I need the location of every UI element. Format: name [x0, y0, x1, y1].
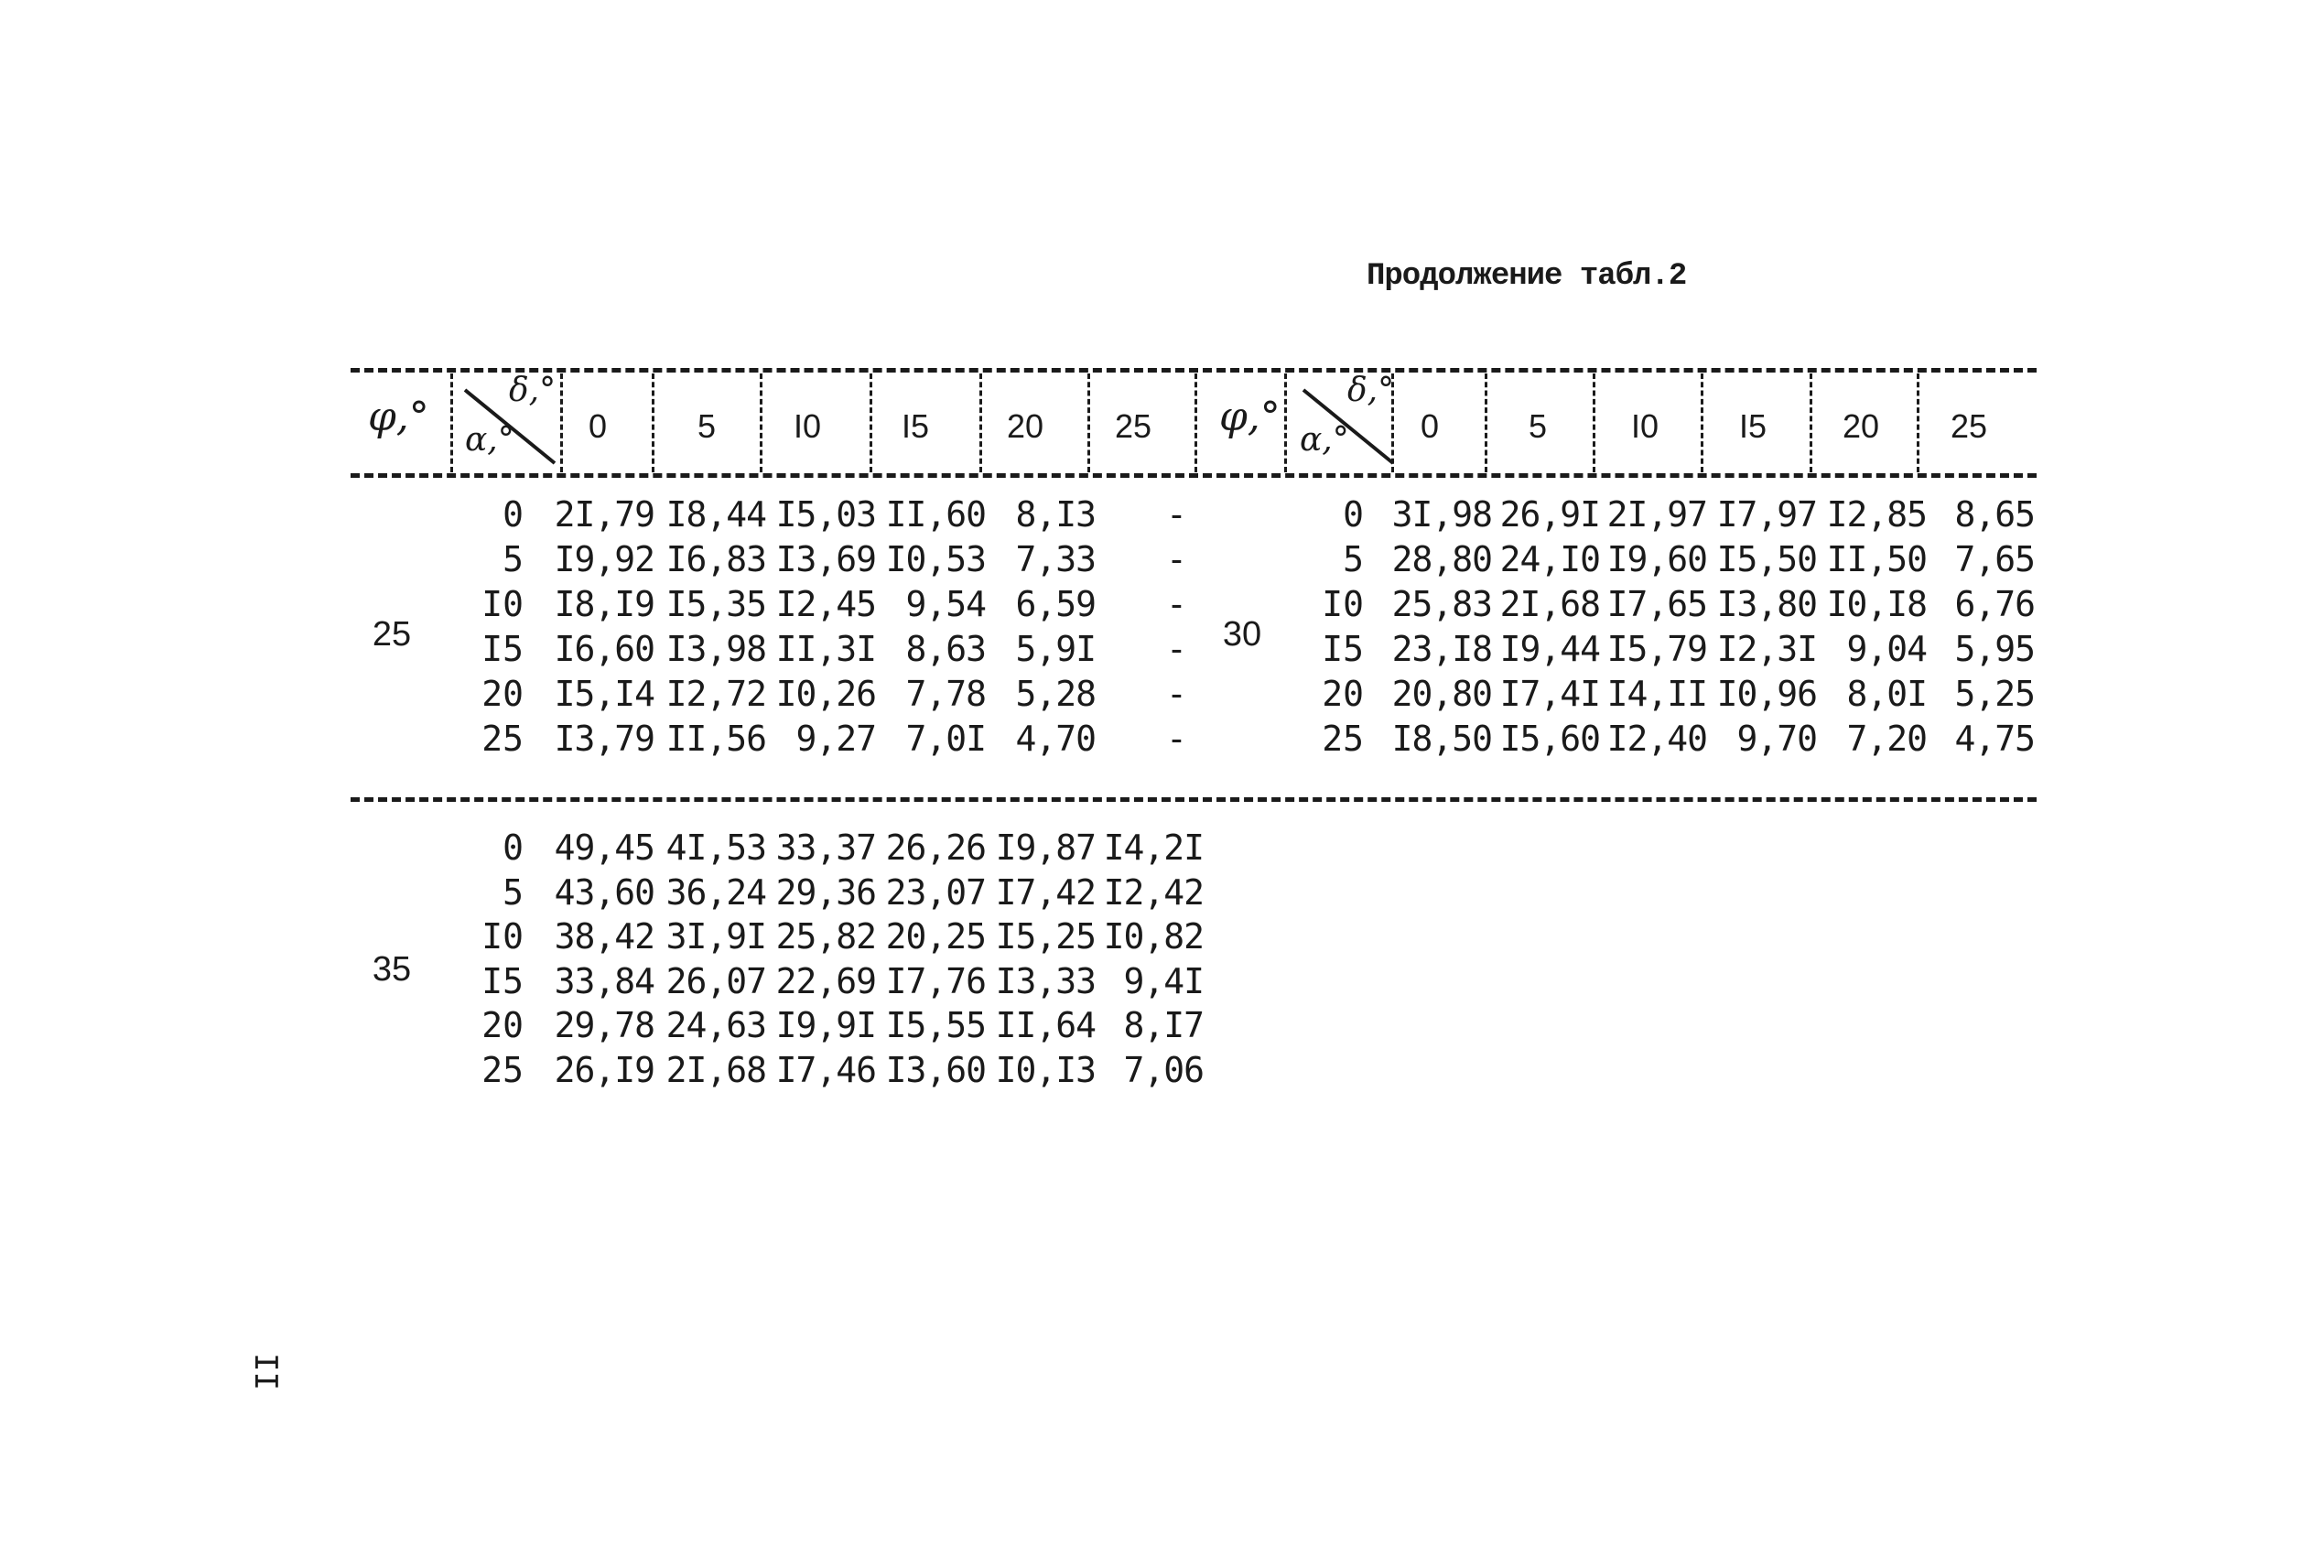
- header-column-separator: [1194, 373, 1197, 472]
- table-cell: I9,87: [995, 827, 1096, 868]
- table-cell: I9,92: [554, 539, 654, 579]
- col-header-right-20: 20: [1842, 407, 1880, 445]
- table-cell: 23,07: [885, 871, 986, 913]
- table-cell: I2,42: [1103, 871, 1204, 913]
- table-cell: 2I,68: [665, 1049, 766, 1090]
- table-cell: I2,72: [665, 674, 766, 714]
- diagonal-header-left: [452, 372, 560, 470]
- alpha-label-left: α,°: [465, 421, 514, 459]
- col-header-right-5: 5: [1528, 407, 1548, 445]
- table-cell: 8,0I: [1846, 674, 1927, 714]
- col-header-left-20: 20: [1006, 407, 1044, 445]
- alpha-value: 25: [1322, 719, 1364, 759]
- table-cell: 7,78: [905, 674, 986, 714]
- table-cell: -: [1166, 539, 1186, 579]
- table-cell: I7,42: [995, 871, 1096, 913]
- col-header-right-15: I5: [1738, 407, 1767, 445]
- table-cell: I5,I4: [554, 674, 654, 714]
- table-cell: -: [1166, 494, 1186, 535]
- alpha-value: I5: [481, 629, 524, 669]
- col-header-left-10: I0: [793, 407, 822, 445]
- table-cell: 26,07: [665, 960, 766, 1001]
- table-cell: I5,50: [1716, 539, 1817, 579]
- table-cell: I0,82: [1103, 916, 1204, 957]
- table-cell: II,3I: [775, 629, 876, 669]
- table-cell: 36,24: [665, 871, 766, 913]
- table-cell: -: [1166, 719, 1186, 759]
- alpha-value: I0: [1322, 584, 1364, 624]
- table-cell: 24,63: [665, 1005, 766, 1045]
- table-cell: 26,26: [885, 827, 986, 868]
- table-cell: 43,60: [554, 871, 654, 913]
- table-cell: -: [1166, 674, 1186, 714]
- col-header-left-15: I5: [901, 407, 930, 445]
- header-column-separator: [1284, 373, 1287, 472]
- table-cell: 4,75: [1954, 719, 2035, 759]
- table-cell: 7,33: [1015, 539, 1096, 579]
- table-cell: I0,I3: [995, 1049, 1096, 1090]
- table-cell: I5,60: [1499, 719, 1600, 759]
- table-cell: I0,I8: [1826, 584, 1927, 624]
- phi-value: 25: [372, 615, 412, 654]
- table-cell: 25,82: [775, 916, 876, 957]
- block-separator-rule: [351, 797, 2037, 802]
- table-cell: 8,63: [905, 629, 986, 669]
- alpha-value: 20: [481, 1005, 524, 1045]
- table-cell: I6,60: [554, 629, 654, 669]
- table-cell: I9,60: [1606, 539, 1707, 579]
- table-cell: I5,03: [775, 494, 876, 535]
- table-cell: 3I,98: [1391, 494, 1492, 535]
- header-bottom-rule: [351, 473, 2037, 478]
- table-cell: 2I,68: [1499, 584, 1600, 624]
- table-cell: 6,59: [1015, 584, 1096, 624]
- alpha-value: 25: [481, 1049, 524, 1090]
- alpha-value: 0: [1343, 494, 1364, 535]
- table-cell: 9,70: [1736, 719, 1817, 759]
- table-cell: I3,69: [775, 539, 876, 579]
- alpha-value: 20: [1322, 674, 1364, 714]
- table-cell: 26,9I: [1499, 494, 1600, 535]
- table-cell: II,60: [885, 494, 986, 535]
- table-cell: 25,83: [1391, 584, 1492, 624]
- table-cell: 9,4I: [1123, 960, 1204, 1001]
- alpha-value: I5: [1322, 629, 1364, 669]
- col-header-left-5: 5: [697, 407, 717, 445]
- table-top-rule: [351, 368, 2037, 373]
- table-caption: Продолжение табл.2: [1367, 259, 1687, 294]
- delta-label-left: δ,°: [509, 372, 557, 409]
- table-cell: I9,9I: [775, 1005, 876, 1045]
- table-cell: 2I,97: [1606, 494, 1707, 535]
- phi-header-left: φ,°: [368, 394, 429, 440]
- table-cell: 20,25: [885, 916, 986, 957]
- col-header-right-25: 25: [1950, 407, 1988, 445]
- phi-value: 35: [372, 950, 412, 989]
- table-cell: 9,27: [795, 719, 876, 759]
- col-header-right-0: 0: [1420, 407, 1440, 445]
- table-cell: 9,54: [905, 584, 986, 624]
- table-cell: 38,42: [554, 916, 654, 957]
- table-cell: 5,95: [1954, 629, 2035, 669]
- table-cell: I3,79: [554, 719, 654, 759]
- table-cell: I5,35: [665, 584, 766, 624]
- table-cell: 33,84: [554, 960, 654, 1001]
- phi-value: 30: [1222, 615, 1262, 654]
- table-cell: I9,44: [1499, 629, 1600, 669]
- table-cell: I0,96: [1716, 674, 1817, 714]
- table-cell: 2I,79: [554, 494, 654, 535]
- table-cell: 49,45: [554, 827, 654, 868]
- table-cell: I7,46: [775, 1049, 876, 1090]
- alpha-label-right: α,°: [1300, 421, 1349, 459]
- table-cell: I5,79: [1606, 629, 1707, 669]
- alpha-value: 0: [503, 494, 524, 535]
- table-cell: 9,04: [1846, 629, 1927, 669]
- table-cell: 5,28: [1015, 674, 1096, 714]
- table-cell: 33,37: [775, 827, 876, 868]
- table-cell: I8,I9: [554, 584, 654, 624]
- table-cell: -: [1166, 629, 1186, 669]
- table-cell: 4,70: [1015, 719, 1096, 759]
- table-cell: 5,9I: [1015, 629, 1096, 669]
- header-column-separator: [652, 373, 654, 472]
- table-cell: II,50: [1826, 539, 1927, 579]
- col-header-left-0: 0: [588, 407, 608, 445]
- table-cell: 23,I8: [1391, 629, 1492, 669]
- table-cell: I2,85: [1826, 494, 1927, 535]
- table-cell: 6,76: [1954, 584, 2035, 624]
- table-cell: I8,50: [1391, 719, 1492, 759]
- table-cell: I5,25: [995, 916, 1096, 957]
- table-cell: I3,98: [665, 629, 766, 669]
- table-cell: 22,69: [775, 960, 876, 1001]
- alpha-value: 5: [503, 871, 524, 913]
- table-cell: 5,25: [1954, 674, 2035, 714]
- phi-header-right: φ,°: [1219, 394, 1281, 440]
- table-cell: I7,65: [1606, 584, 1707, 624]
- alpha-value: 0: [503, 827, 524, 868]
- delta-label-right: δ,°: [1347, 372, 1395, 409]
- table-cell: I0,53: [885, 539, 986, 579]
- table-cell: I4,2I: [1103, 827, 1204, 868]
- table-cell: 7,06: [1123, 1049, 1204, 1090]
- table-cell: 28,80: [1391, 539, 1492, 579]
- table-cell: 3I,9I: [665, 916, 766, 957]
- col-header-right-10: I0: [1630, 407, 1659, 445]
- table-cell: I6,83: [665, 539, 766, 579]
- alpha-value: 5: [1343, 539, 1364, 579]
- table-cell: -: [1166, 584, 1186, 624]
- table-cell: II,64: [995, 1005, 1096, 1045]
- table-cell: 4I,53: [665, 827, 766, 868]
- table-cell: I2,40: [1606, 719, 1707, 759]
- table-cell: I7,97: [1716, 494, 1817, 535]
- alpha-value: 25: [481, 719, 524, 759]
- page-number: II: [247, 1353, 284, 1390]
- col-header-left-25: 25: [1114, 407, 1152, 445]
- table-cell: 29,78: [554, 1005, 654, 1045]
- table-cell: I3,80: [1716, 584, 1817, 624]
- table-cell: I2,3I: [1716, 629, 1817, 669]
- table-cell: 7,65: [1954, 539, 2035, 579]
- alpha-value: 20: [481, 674, 524, 714]
- table-cell: 29,36: [775, 871, 876, 913]
- alpha-value: I0: [481, 916, 524, 957]
- alpha-value: I0: [481, 584, 524, 624]
- table-cell: I4,II: [1606, 674, 1707, 714]
- table-cell: 8,I7: [1123, 1005, 1204, 1045]
- table-cell: I8,44: [665, 494, 766, 535]
- table-cell: 24,I0: [1499, 539, 1600, 579]
- table-cell: 7,20: [1846, 719, 1927, 759]
- table-cell: I0,26: [775, 674, 876, 714]
- table-cell: 7,0I: [905, 719, 986, 759]
- alpha-value: 5: [503, 539, 524, 579]
- table-cell: I7,4I: [1499, 674, 1600, 714]
- table-cell: I3,60: [885, 1049, 986, 1090]
- table-cell: 8,I3: [1015, 494, 1096, 535]
- table-cell: 8,65: [1954, 494, 2035, 535]
- table-cell: I2,45: [775, 584, 876, 624]
- table-cell: 20,80: [1391, 674, 1492, 714]
- alpha-value: I5: [481, 960, 524, 1001]
- table-cell: I5,55: [885, 1005, 986, 1045]
- table-cell: I3,33: [995, 960, 1096, 1001]
- table-cell: I7,76: [885, 960, 986, 1001]
- table-cell: II,56: [665, 719, 766, 759]
- table-cell: 26,I9: [554, 1049, 654, 1090]
